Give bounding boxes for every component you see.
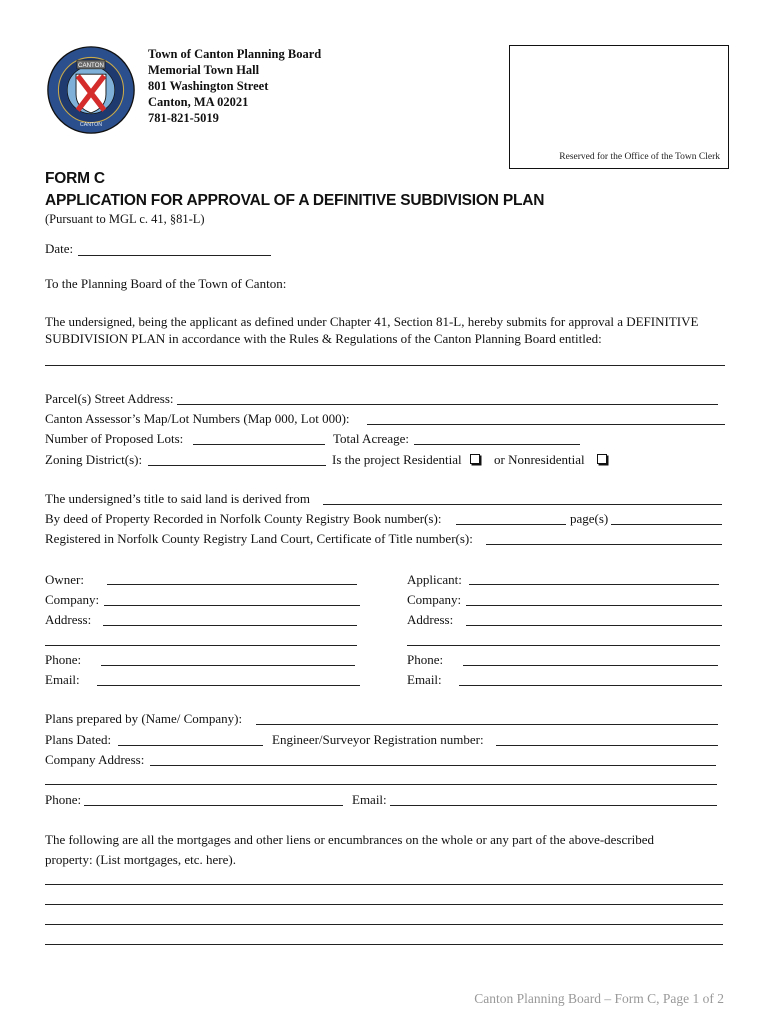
applicant-company-field[interactable]	[466, 605, 722, 606]
land-court-field[interactable]	[486, 544, 722, 545]
applicant-field[interactable]	[469, 584, 719, 585]
owner-address-field[interactable]	[103, 625, 357, 626]
zoning-district-field[interactable]	[148, 465, 326, 466]
street-address-field[interactable]	[177, 404, 718, 405]
owner-company-field[interactable]	[104, 605, 360, 606]
clerk-reserved-box	[509, 45, 729, 169]
engineer-registration-field[interactable]	[496, 745, 718, 746]
mortgages-field-2[interactable]	[45, 904, 723, 905]
deed-book-label: By deed of Property Recorded in Norfolk County Registry Book number(s):	[45, 511, 442, 526]
mortgages-field-3[interactable]	[45, 924, 723, 925]
applicant-company-label: Company:	[407, 592, 462, 607]
residential-label: Is the project Residential	[332, 452, 462, 467]
zoning-district-label: Zoning District(s):	[45, 452, 143, 467]
address-line-3: 801 Washington Street	[148, 79, 269, 93]
canton-town-seal	[47, 46, 135, 134]
seal-year-text: CANTON	[78, 62, 104, 70]
applicant-phone-label: Phone:	[407, 652, 444, 667]
address-line-2: Memorial Town Hall	[148, 63, 260, 77]
intro-text-line-1: The undersigned, being the applicant as defined under Chapter 41, Section 81-L, hereby submits for approval a DEFINITIVE	[45, 314, 699, 329]
company-address-field-2[interactable]	[45, 784, 717, 785]
applicant-phone-field[interactable]	[463, 665, 718, 666]
date-label: Date:	[45, 241, 74, 256]
clerk-box-label: Reserved for the Office of the Town Clerk	[559, 152, 720, 162]
plans-dated-label: Plans Dated:	[45, 732, 112, 747]
plans-email-label: Email:	[352, 792, 387, 807]
mortgages-text-line-2: property: (List mortgages, etc. here).	[45, 852, 236, 867]
residential-checkbox[interactable]	[470, 454, 480, 464]
mortgages-field-4[interactable]	[45, 944, 723, 945]
deed-book-field[interactable]	[456, 524, 566, 525]
applicant-address-label: Address:	[407, 612, 454, 627]
mortgages-field-1[interactable]	[45, 884, 723, 885]
plans-prepared-label: Plans prepared by (Name/ Company):	[45, 711, 243, 726]
applicant-label: Applicant:	[407, 572, 462, 587]
address-line-5: 781-821-5019	[148, 111, 219, 125]
owner-address-field-2[interactable]	[45, 645, 357, 646]
total-acreage-field[interactable]	[414, 444, 580, 445]
plans-phone-label: Phone:	[45, 792, 82, 807]
address-line-1: Town of Canton Planning Board	[148, 47, 322, 61]
owner-company-label: Company:	[45, 592, 100, 607]
mortgages-text-line-1: The following are all the mortgages and other liens or encumbrances on the whole or any part of the above-described	[45, 832, 654, 847]
owner-address-label: Address:	[45, 612, 92, 627]
engineer-registration-label: Engineer/Surveyor Registration number:	[272, 732, 484, 747]
owner-phone-label: Phone:	[45, 652, 82, 667]
street-address-label: Parcel(s) Street Address:	[45, 391, 174, 406]
title-derived-field[interactable]	[323, 504, 722, 505]
seal-bottom-text: CANTON	[79, 122, 103, 129]
nonresidential-checkbox[interactable]	[597, 454, 607, 464]
title-derived-label: The undersigned’s title to said land is derived from	[45, 491, 310, 506]
owner-field[interactable]	[107, 584, 357, 585]
plans-prepared-field[interactable]	[256, 724, 718, 725]
date-field[interactable]	[78, 255, 271, 256]
page-footer: Canton Planning Board – Form C, Page 1 of 2	[474, 991, 724, 1006]
company-address-field[interactable]	[150, 765, 716, 766]
nonresidential-label: or Nonresidential	[494, 452, 585, 467]
applicant-address-field[interactable]	[466, 625, 722, 626]
applicant-email-field[interactable]	[459, 685, 722, 686]
intro-text-line-2: SUBDIVISION PLAN in accordance with the Rules & Regulations of the Canton Planning Board entitled:	[45, 331, 602, 346]
company-address-label: Company Address:	[45, 752, 145, 767]
map-lot-label: Canton Assessor’s Map/Lot Numbers (Map 000, Lot 000):	[45, 411, 350, 426]
owner-phone-field[interactable]	[101, 665, 355, 666]
owner-email-label: Email:	[45, 672, 80, 687]
proposed-lots-field[interactable]	[193, 444, 325, 445]
form-subtitle-main: APPLICATION FOR APPROVAL OF A DEFINITIVE SUBDIVISION PLAN	[45, 192, 545, 209]
land-court-label: Registered in Norfolk County Registry Land Court, Certificate of Title number(s):	[45, 531, 473, 546]
plans-email-field[interactable]	[390, 805, 717, 806]
applicant-email-label: Email:	[407, 672, 442, 687]
proposed-lots-label: Number of Proposed Lots:	[45, 431, 184, 446]
total-acreage-label: Total Acreage:	[333, 431, 409, 446]
owner-label: Owner:	[45, 572, 84, 587]
address-line-4: Canton, MA 02021	[148, 95, 249, 109]
form-title: FORM C	[45, 170, 105, 187]
map-lot-field[interactable]	[367, 424, 725, 425]
plans-phone-field[interactable]	[84, 805, 343, 806]
form-statute-reference: (Pursuant to MGL c. 41, §81-L)	[45, 212, 205, 226]
greeting-text: To the Planning Board of the Town of Canton:	[45, 276, 287, 291]
deed-pages-label: page(s)	[570, 511, 609, 526]
deed-pages-field[interactable]	[611, 524, 722, 525]
owner-email-field[interactable]	[97, 685, 360, 686]
plan-title-field[interactable]	[45, 365, 725, 366]
applicant-address-field-2[interactable]	[407, 645, 720, 646]
plans-dated-field[interactable]	[118, 745, 263, 746]
